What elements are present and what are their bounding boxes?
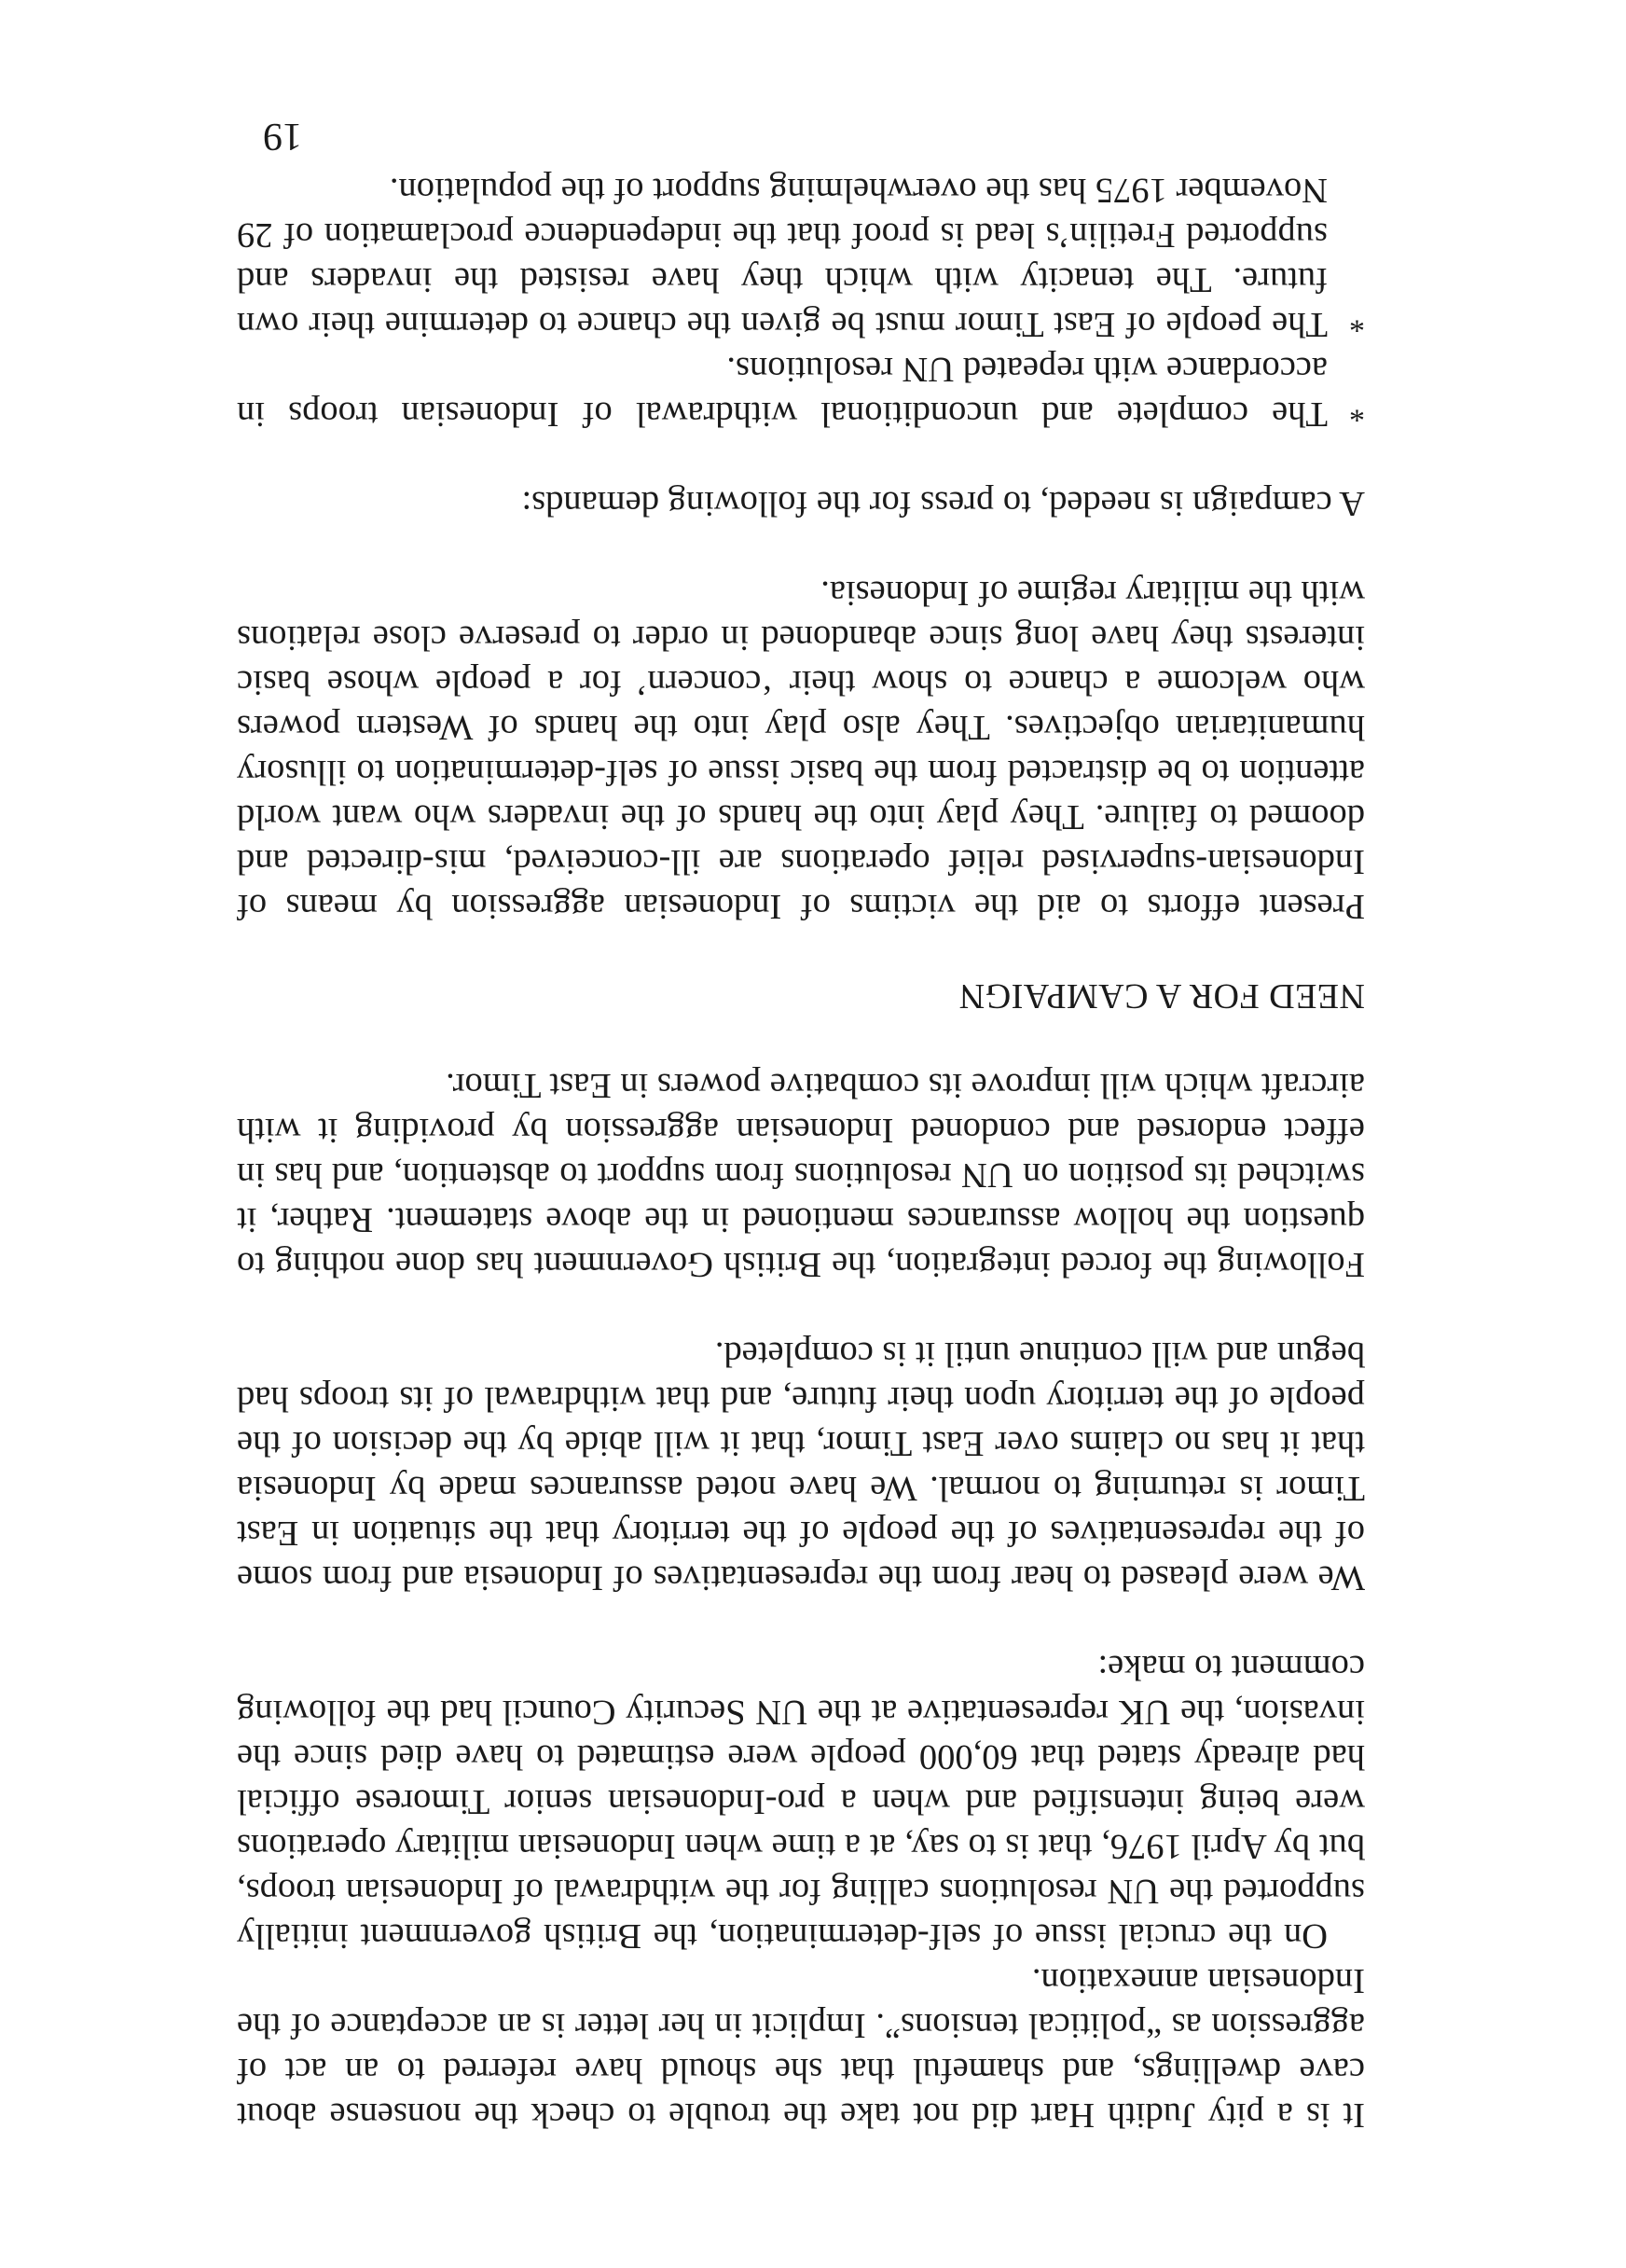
demand-text: The people of East Timor must be given the chance to determine their own future. The tenacity with which they have resisted the invaders and supported Fretilin’s lead is proof that the independence proclamation of 29 November 1975 has the overwhelming support of the population.	[237, 171, 1328, 344]
demand-item	[237, 168, 1365, 347]
text-column	[237, 168, 1365, 2137]
paragraph-self-determination: On the crucial issue of self-determination, the British government initially supported the UN resolutions calling for the withdrawal of Indonesian troops, but by April 1976, that is to say, at a time when Indonesian military operations were being intensified and when a pro-Indonesian senior Timorese official had already stated that 60,000 people were estimated to have died since the invasion, the UK representative at the UN Security Council had the following comment to make:	[237, 1648, 1365, 1956]
paragraph-forced-integration: Following the forced integration, the British Government has done nothing to question the hollow assurances mentioned in the above statement. Rather, it switched its position on UN resolutions from support to abstention, and has in effect endorsed and condoned Indonesian aggression by providing it with aircraft which will improve its combative powers in East Timor.	[237, 1066, 1365, 1284]
paragraph-judith-hart: It is a pity Judith Hart did not take the trouble to check the nonsense about cave dwellings, and shameful that she should have referred to an act of aggression as “political tensions”. Implicit in her letter is an acceptance of the Indonesian annexation.	[237, 1961, 1365, 2135]
demands-list	[237, 168, 1365, 436]
section-heading: NEED FOR A CAMPAIGN	[958, 976, 1365, 1016]
paragraph-campaign-intro: A campaign is needed, to press for the following demands:	[521, 484, 1365, 523]
paragraph-uk-statement-quote: We were pleased to hear from the representatives of Indonesia and from some of the representatives of the people of the territory that the situation in East Timor is returning to normal. We have noted assurances made by Indonesia that it has no claims over East Timor, that it will abide by the decision of the people of the territory upon their future, and that withdrawal of its troops had begun and will continue until it is completed.	[237, 1335, 1365, 1597]
demand-item	[237, 347, 1365, 436]
paragraph-relief-efforts: Present efforts to aid the victims of Indonesian aggression by means of Indonesian-supervised relief operations are ill-conceived, mis-directed and doomed to failure. They play into the hands of the invaders who want world attention to be distracted from the basic issue of self-determination to illusory humanitarian objectives. They also play into the hands of Western powers who welcome a chance to show their ‘concern’ for a people whose basic interests they have long since abandoned in order to preserve close relations with the military regime of Indonesia.	[237, 574, 1365, 926]
demand-text: The complete and unconditional withdrawal of Indonesian troops in accordance with repeated UN resolutions.	[237, 350, 1328, 434]
asterisk-bullet: *	[1349, 304, 1365, 339]
asterisk-bullet: *	[1349, 394, 1365, 428]
page-number: 19	[263, 115, 302, 158]
